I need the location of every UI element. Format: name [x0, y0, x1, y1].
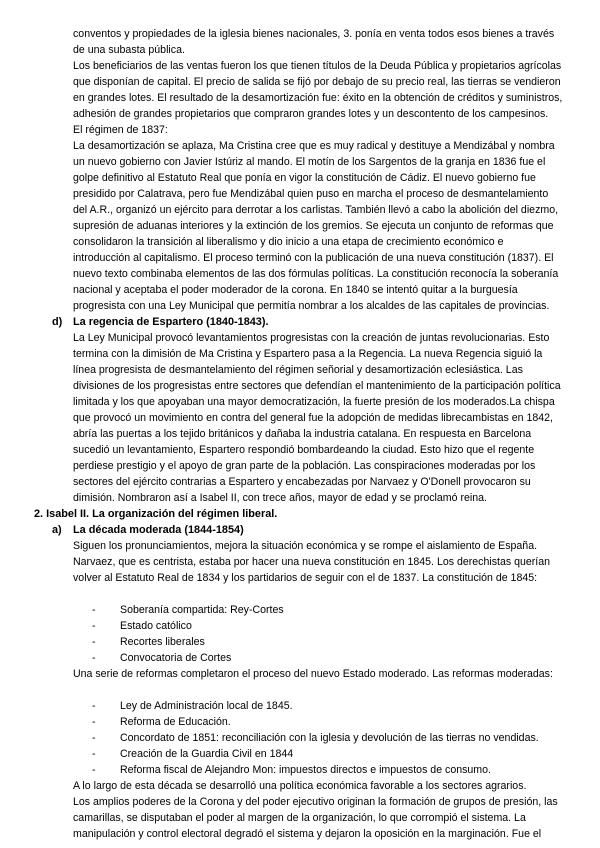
- paragraph-espartero: La Ley Municipal provocó levantamientos progresistas con la creación de juntas revolucionarias. Esto termina con la dimisión de Ma Cristina y Espartero pasa a la Regencia. La nueva Regencia siguió la línea progresista de desmantelamiento del régimen señorial y desamortización eclesiástica. Las divisiones de los progresistas entre sectores que defendían el mantenimiento de la participación política limitada y los que apoyaban una mayor democratización, la fuerte presión de los moderados.La chispa que provocó un movimiento en contra del general fue la adopción de medidas librecambistas en 1842, abría las puertas a los tejido británicos y dañaba la industria catalana. En respuesta en Barcelona sucedió un levantamiento, Espartero respondió bombardeando la ciudad. Esto hizo que el regente perdiese prestigio y el apoyo de gran parte de la población. Las conspiraciones moderadas por los sectores del ejército contrarias a Espartero y encabezadas por Narvaez y O'Donell provocaron su dimisión. Nombraron así a Isabel II, con trece años, mayor de edad y se proclamó reina.: [73, 332, 561, 504]
- section-2-heading: 2. Isabel II. La organización del régimen liberal.: [34, 508, 278, 520]
- paragraph-camarillas: Los amplios poderes de la Corona y del poder ejecutivo originan la formación de grupos de presión, las camarillas, se disputaban el poder al margen de la organización, lo que corrompió el sistema. La manipulación y control electoral degradó el sistema y dejaron la oposición en la marginación. Fue el: [73, 796, 558, 840]
- paragraph-reformas-intro: Una serie de reformas completaron el proceso del nuevo Estado moderado. Las reformas moderadas:: [73, 668, 553, 680]
- paragraph-decada-moderada: Siguen los pronunciamientos, mejora la situación económica y se rompe el aislamiento de España. Narvaez, que es centrista, estaba por hacer una nueva constitución en 1845. Los derechistas querían volver al Estatuto Real de 1834 y los partidarios de seguir con el de 1837. La constitución de 1845:: [73, 540, 551, 584]
- list-item: - Recortes liberales: [92, 636, 205, 648]
- list-item: - Estado católico: [92, 620, 192, 632]
- list-item: - Reforma fiscal de Alejandro Mon: impuestos directos e impuestos de consumo.: [92, 764, 491, 776]
- paragraph-intro: conventos y propiedades de la iglesia bienes nacionales, 3. ponía en venta todos esos bienes a través de una subasta pública.: [73, 28, 555, 56]
- section-a-heading: La década moderada (1844-1854): [73, 524, 244, 536]
- list-item: - Soberanía compartida: Rey-Cortes: [92, 604, 284, 616]
- paragraph-politica-economica: A lo largo de esta década se desarrolló una política económica favorable a los sectores agrarios.: [73, 780, 527, 792]
- list-item: - Ley de Administración local de 1845.: [92, 700, 293, 712]
- list-item: - Creación de la Guardia Civil en 1844: [92, 748, 294, 760]
- regimen-1837-title: El régimen de 1837:: [73, 124, 168, 136]
- section-d-marker: d): [52, 316, 63, 328]
- section-d-heading: La regencia de Espartero (1840-1843).: [73, 316, 269, 328]
- list-item: - Concordato de 1851: reconciliación con la iglesia y devolución de las tierras no vendidas.: [92, 732, 539, 744]
- list-item: - Convocatoria de Cortes: [92, 652, 232, 664]
- paragraph-regimen-1837: La desamortización se aplaza, Ma Cristina cree que es muy radical y destituye a Mendizábal y nombra un nuevo gobierno con Javier Istúriz al mando. El motín de los Sargentos de la granja en 1836 fue el golpe definitivo al Estatuto Real que ponía en vigor la constitución de Cádiz. El nuevo gobierno fue presidido por Calatrava, pero fue Mendizábal quien puso en marcha el proceso de desmantelamiento del A.R., organizó un ejército para derrotar a los carlistas. También llevó a cabo la abolición del diezmo, supresión de aduanas interiores y la extinción de los gremios. Se ejecuta un conjunto de reformas que consolidaron la transición al liberalismo y dio inicio a una etapa de crecimiento económico e introducción al capitalismo. El proceso terminó con la publicación de una nueva constitución (1837). El nuevo texto combinaba elementos de las dos fórmulas políticas. La constitución reconocía la soberanía nacional y aceptaba el poder moderador de la corona. En 1840 se intentó quitar a la burguesía progresista con una Ley Municipal que permitía nombrar a los alcaldes de las capitales de provincias.: [73, 140, 559, 312]
- paragraph-beneficiarios: Los beneficiarios de las ventas fueron los que tienen títulos de la Deuda Pública y propietarios agrícolas que disponían de capital. El precio de salida se fijó por debajo de su precio real, las tierras se vendieron en grandes lotes. El resultado de la desamortización fue: éxito en la obtención de créditos y suministros, adhesión de grandes propietarios que compraron grandes lotes y un descontento de los campesinos.: [73, 60, 563, 120]
- list-item: - Reforma de Educación.: [92, 716, 231, 728]
- section-a-marker: a): [52, 524, 62, 536]
